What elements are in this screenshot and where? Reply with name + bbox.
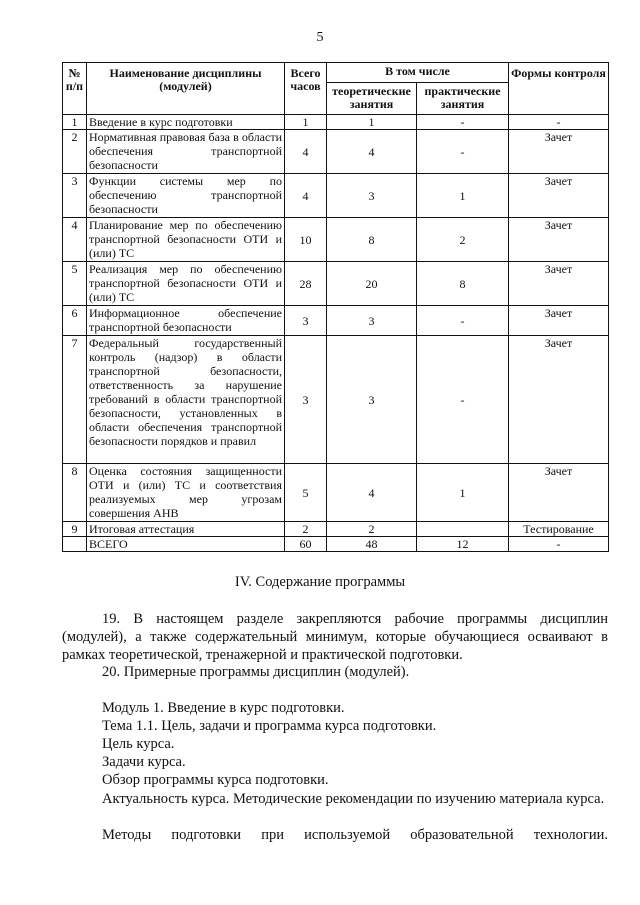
row-name: ВСЕГО (87, 537, 285, 552)
row-theory: 1 (327, 115, 417, 130)
row-name: Итоговая аттестация (87, 522, 285, 537)
row-num: 5 (63, 262, 87, 306)
table-row (63, 174, 609, 218)
row-total: 60 (285, 537, 327, 552)
header-theory: теоретические занятия (327, 83, 417, 115)
row-theory: 8 (327, 218, 417, 262)
row-name: Оценка состояния защищенности ОТИ и (или) ТС и соответствия реализуемых мер угрозам совершения АНВ (87, 464, 285, 522)
header-total: Всего часов (285, 63, 327, 115)
relevance-paragraph: Актуальность курса. Методические рекомендации по изучению материала курса. (102, 791, 605, 807)
row-name: Федеральный государственный контроль (надзор) в области транспортной безопасности, ответственность за нарушение требований в области транспортной безопасности, установленных в области обеспечения транспортной безопасности порядков и правил (87, 336, 285, 464)
row-num: 2 (63, 130, 87, 174)
header-num: № п/п (63, 63, 87, 115)
section-title: IV. Содержание программы (234, 574, 406, 590)
row-total: 1 (285, 115, 327, 130)
row-num: 3 (63, 174, 87, 218)
row-theory: 48 (327, 537, 417, 552)
row-num: 4 (63, 218, 87, 262)
row-total: 4 (285, 174, 327, 218)
methods-paragraph: Методы подготовки при используемой образовательной технологии. (102, 827, 608, 843)
row-num: 1 (63, 115, 87, 130)
paragraph-19-block (62, 610, 608, 664)
row-control: - (509, 115, 609, 130)
course-overview: Обзор программы курса подготовки. (102, 772, 329, 788)
page-number: 5 (316, 30, 324, 45)
row-total: 4 (285, 130, 327, 174)
row-control: Зачет (509, 464, 609, 522)
table-row (63, 130, 609, 174)
table-row (63, 262, 609, 306)
row-practice (417, 522, 509, 537)
table-row-total (63, 537, 609, 552)
row-practice: 1 (417, 464, 509, 522)
row-num: 6 (63, 306, 87, 336)
table-row (63, 306, 609, 336)
row-name: Введение в курс подготовки (87, 115, 285, 130)
row-num: 7 (63, 336, 87, 464)
row-theory: 3 (327, 174, 417, 218)
row-control: Зачет (509, 262, 609, 306)
header-control: Формы контроля (509, 63, 609, 115)
methods-block (62, 826, 608, 844)
row-practice: 12 (417, 537, 509, 552)
row-theory: 2 (327, 522, 417, 537)
module-1-title: Модуль 1. Введение в курс подготовки. (102, 700, 345, 716)
table-row (63, 522, 609, 537)
row-theory: 3 (327, 336, 417, 464)
paragraph-20: 20. Примерные программы дисциплин (модулей). (102, 664, 410, 680)
row-control: Зачет (509, 306, 609, 336)
row-practice: 2 (417, 218, 509, 262)
row-control: Тестирование (509, 522, 609, 537)
row-name: Информационное обеспечение транспортной безопасности (87, 306, 285, 336)
row-num (63, 537, 87, 552)
paragraph-19: 19. В настоящем разделе закрепляются рабочие программы дисциплин (модулей), а также содержательный минимум, которые обучающиеся осваивают в рамках теоретической, тренажерной и практической подготовки. (62, 611, 608, 663)
row-name: Реализация мер по обеспечению транспортной безопасности ОТИ и (или) ТС (87, 262, 285, 306)
row-name: Планирование мер по обеспечению транспортной безопасности ОТИ и (или) ТС (87, 218, 285, 262)
row-name: Функции системы мер по обеспечению транспортной безопасности (87, 174, 285, 218)
row-theory: 20 (327, 262, 417, 306)
row-total: 3 (285, 336, 327, 464)
row-theory: 3 (327, 306, 417, 336)
row-control: Зачет (509, 174, 609, 218)
row-total: 28 (285, 262, 327, 306)
row-name: Нормативная правовая база в области обеспечения транспортной безопасности (87, 130, 285, 174)
row-control: Зачет (509, 218, 609, 262)
row-total: 10 (285, 218, 327, 262)
row-total: 2 (285, 522, 327, 537)
topic-1-1-title: Тема 1.1. Цель, задачи и программа курса подготовки. (102, 718, 437, 734)
row-total: 3 (285, 306, 327, 336)
row-num: 8 (63, 464, 87, 522)
relevance-block (62, 790, 608, 808)
row-practice: 1 (417, 174, 509, 218)
table-row (63, 115, 609, 130)
row-theory: 4 (327, 464, 417, 522)
row-control: - (509, 537, 609, 552)
row-practice: - (417, 306, 509, 336)
header-name: Наименование дисциплины (модулей) (87, 63, 285, 115)
row-practice: - (417, 115, 509, 130)
table-row (63, 218, 609, 262)
header-practice: практические занятия (417, 83, 509, 115)
table-row (63, 336, 609, 464)
row-control: Зачет (509, 336, 609, 464)
course-tasks: Задачи курса. (102, 754, 186, 770)
course-goal: Цель курса. (102, 736, 175, 752)
row-practice: - (417, 130, 509, 174)
table-row (63, 464, 609, 522)
header-including: В том числе (327, 63, 509, 83)
row-theory: 4 (327, 130, 417, 174)
row-practice: 8 (417, 262, 509, 306)
row-practice: - (417, 336, 509, 464)
disciplines-table (62, 62, 609, 552)
row-control: Зачет (509, 130, 609, 174)
row-num: 9 (63, 522, 87, 537)
row-total: 5 (285, 464, 327, 522)
